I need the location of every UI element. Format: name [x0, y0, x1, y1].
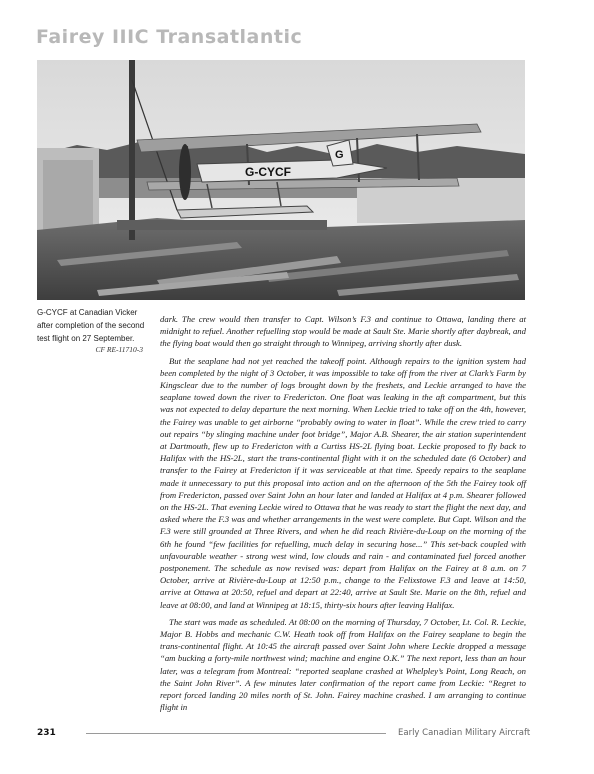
photo-credit: CF RE-11710-3 — [95, 345, 143, 354]
photo-caption: G-CYCF at Canadian Vicker after completion of the second test flight on 27 September. — [37, 308, 145, 343]
paragraph: dark. The crew would then transfer to Capt. Wilson’s F.3 and continue to Ottawa, landing there at midnight to refuel. Another refuelling stop would be made at Sault Ste. Marie shortly after daybreak, and the flying boat would then go straight through to Winnipeg, arriving shortly after dusk. — [160, 314, 526, 349]
paragraph: But the seaplane had not yet reached the takeoff point. Although repairs to the ignition system had been completed by the night of 3 October, it was impossible to take off from the river at Clark’s Farm by Kingsclear due to the number of logs brought down by the freshets, and Leckie arranged to have the seaplane towed down the river to Fredericton. One float was leaking in the aft compartment, but this was not expected to delay departure the next morning. When Leckie tried to take off on the 4th, however, the Fairey was unable to get airborne “probably owing to water in float”. While the crew tried to carry out repairs “by slinging machine under foot bridge”, Major A.B. Shearer, the air station superintendent at Dartmouth, flew up to Fredericton with a Curtiss HS-2L flying boat. Leckie proposed to fly back to Halifax with the HS-2L, start the trans-continental flight with it on the scheduled date (6 October) and transfer to the Fairey at Fredericton if it was serviceable at that time. Speedy repairs to the seaplane made it unnecessary to put this proposal into action and on the afternoon of the 5th the Fairey took off from Fredericton, passed over Saint John an hour later and landed at Halifax at 4 p.m. Shearer followed on the HS-2L. That evening Leckie wired to Ottawa that he was ready to start the flight the next day, and asked where the F.3 was and whether arrangements in the west were complete. But Capt. Wilson and the F.3 were still grounded at Three Rivers, and when he did reach Rivière-du-Loup on the morning of the 6th he found “few facilities for refuelling, much delay in securing hose...” This set-back coupled with unfavourable weather - strong west wind, low clouds and rain - and contaminated fuel forced another postponement. The schedule as now revised was: depart from Halifax on the Fairey at 8 a.m. on 7 October, arrive at Rivière-du-Loup at 12:50 p.m., change to the Felixstowe F.3 and leave at 14:50, arrive at Ottawa at 20:50, refuel and depart at 22:40, arrive at Sault Ste. Marie on the 8th, refuel and leave at 08:00, and land at Winnipeg at 18:15, thirty-six hours after leaving Halifax. — [160, 355, 526, 610]
paragraph: The start was made as scheduled. At 08:00 on the morning of Thursday, 7 October, Lt. Col. R. Leckie, Major B. Hobbs and mechanic C.W. Heath took off from Halifax on the Fairey seaplane to begin the trans-continental flight. At 10:45 the aircraft passed over Saint John where Leckie dropped a message “am bucking a forty-mile northwest wind; machine and engine O.K.” The next report, less than an hour later, was a telegram from Montreal: “reported seaplane crashed at Whelpley’s Point, Long Reach, on the Saint John River”. A few minutes later confirmation of the report came from Leckie: “Regret to report forced landing 20 miles north of St. John. Fairey machine crashed. I am arranging to continue flight in — [160, 616, 526, 713]
page-title: Fairey IIIC Transatlantic — [36, 26, 303, 48]
fuselage-registration: G-CYCF — [245, 165, 291, 179]
book-title: Early Canadian Military Aircraft — [398, 728, 531, 738]
footer-divider — [86, 733, 386, 734]
article-body — [160, 313, 526, 719]
tail-registration: G — [335, 149, 344, 161]
seaplane-photo — [37, 60, 525, 300]
page-number: 231 — [37, 728, 56, 738]
